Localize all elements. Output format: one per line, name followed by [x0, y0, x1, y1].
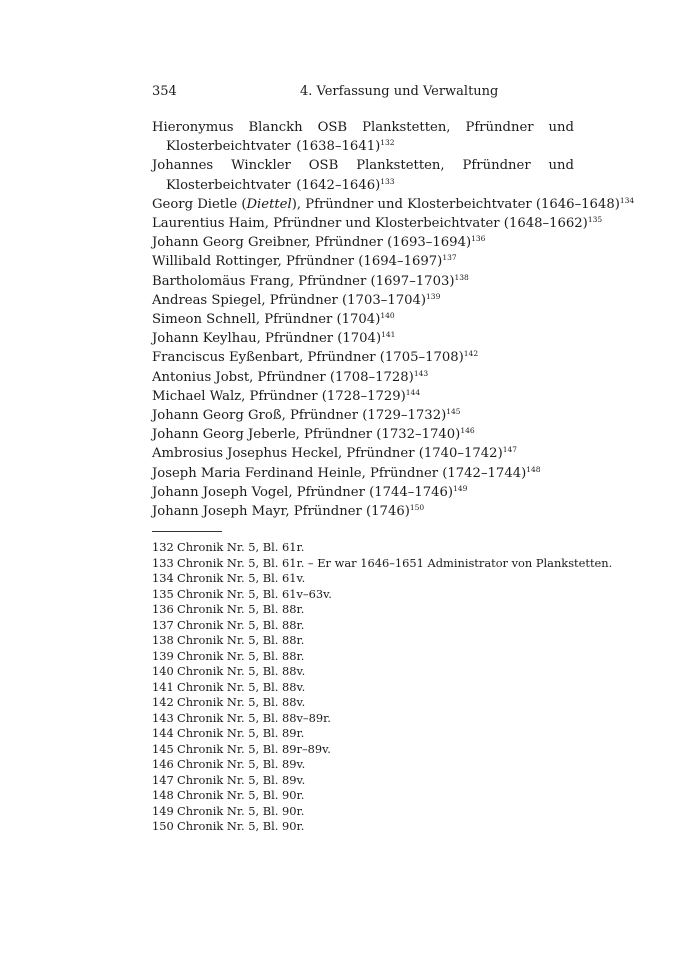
list-entry	[152, 272, 574, 291]
footnote-text: Chronik Nr. 5, Bl. 90r.	[177, 803, 305, 818]
footnote	[152, 633, 574, 649]
footnote-number: 142	[152, 695, 174, 710]
footnote-number: 144	[152, 726, 174, 741]
footnote-number: 134	[152, 571, 174, 586]
footnote-number: 138	[152, 633, 174, 648]
book-page	[152, 84, 635, 835]
list-entry	[152, 252, 574, 271]
footnote-reference: 132	[380, 138, 395, 148]
footnote-text: Chronik Nr. 5, Bl. 88r.	[177, 633, 305, 648]
footnote-number: 145	[152, 741, 174, 756]
entry-text: Antonius Jobst, Pfründner (1708–1728)	[152, 369, 414, 385]
footnote-number: 143	[152, 710, 174, 725]
footnote-reference: 149	[453, 483, 468, 493]
footnote-reference: 150	[409, 503, 425, 513]
footnote-reference: 136	[471, 234, 486, 244]
footnote-reference: 138	[454, 272, 469, 282]
entry-text: Johann Keylhau, Pfründner (1704)	[152, 331, 382, 347]
footnote-number: 140	[152, 664, 174, 679]
entry-text: Bartholomäus Frang, Pfründner (1697–1703)	[152, 273, 455, 289]
footnote-number: 136	[152, 602, 174, 617]
footnote-reference: 140	[380, 311, 395, 321]
list-entry	[152, 233, 574, 252]
footnote-text: Chronik Nr. 5, Bl. 89v.	[177, 772, 306, 787]
footnote-text: Chronik Nr. 5, Bl. 88v.	[177, 679, 306, 694]
entry-text: Laurentius Haim, Pfründner und Klosterbeichtvater (1648–1662)	[152, 216, 588, 232]
footnote-text: Chronik Nr. 5, Bl. 90r.	[177, 788, 305, 803]
list-entry	[152, 406, 574, 425]
footnote-list	[152, 540, 613, 835]
entry-text: Georg Dietle (	[152, 196, 247, 212]
footnote	[152, 695, 574, 711]
footnote-number: 148	[152, 788, 174, 803]
list-entry	[152, 502, 574, 521]
running-head	[152, 84, 574, 106]
footnote-text: Chronik Nr. 5, Bl. 61v.	[177, 571, 306, 586]
footnote-number: 133	[152, 555, 174, 570]
footnote	[152, 788, 574, 804]
entry-text: Ambrosius Josephus Heckel, Pfründner (1740–1742)	[152, 446, 503, 462]
footnote-text: Chronik Nr. 5, Bl. 89v.	[177, 757, 306, 772]
footnote-text: Chronik Nr. 5, Bl. 61r. – Er war 1646–1651 Administrator von Plankstetten.	[177, 555, 613, 570]
list-entry	[152, 291, 574, 310]
list-entry	[152, 464, 574, 483]
footnote-text: Chronik Nr. 5, Bl. 88v.	[177, 695, 306, 710]
list-entry	[152, 329, 574, 348]
footnote-number: 135	[152, 586, 174, 601]
entry-text: Michael Walz, Pfründner (1728–1729)	[152, 388, 406, 404]
footnote	[152, 819, 574, 835]
footnote	[152, 540, 574, 556]
entry-text: Johann Joseph Vogel, Pfründner (1744–1746)	[152, 484, 454, 500]
entry-text: Johann Georg Greibner, Pfründner (1693–1694)	[152, 235, 472, 251]
footnote	[152, 555, 613, 572]
footnote-reference: 145	[446, 407, 461, 417]
entry-text: Johann Joseph Mayr, Pfründner (1746)	[152, 504, 410, 520]
footnote-number: 149	[152, 803, 174, 818]
footnote-reference: 137	[442, 253, 457, 263]
list-entry	[152, 214, 603, 233]
footnote-reference: 148	[526, 464, 541, 474]
footnote	[152, 680, 574, 696]
footnote-divider	[152, 531, 222, 532]
page-number: 354	[152, 84, 177, 99]
footnote-reference: 135	[587, 215, 603, 225]
list-entry	[152, 310, 574, 329]
footnote-text: Chronik Nr. 5, Bl. 61v–63v.	[177, 586, 332, 601]
footnote-reference: 139	[426, 291, 441, 301]
footnote-reference: 141	[381, 330, 396, 340]
footnote-text: Chronik Nr. 5, Bl. 89r–89v.	[177, 741, 331, 756]
entry-list	[152, 118, 635, 521]
entry-text-cont: ), Pfründner und Klosterbeichtvater (1646–1648)	[291, 196, 620, 212]
footnote-text: Chronik Nr. 5, Bl. 88v.	[177, 664, 306, 679]
footnote-number: 132	[152, 540, 174, 555]
entry-text: Joseph Maria Ferdinand Heinle, Pfründner (1742–1744)	[152, 465, 527, 481]
footnote-reference: 147	[502, 445, 518, 455]
list-entry	[152, 425, 574, 444]
entry-text: Willibald Rottinger, Pfründner (1694–1697)	[152, 254, 443, 270]
running-title: 4. Verfassung und Verwaltung	[300, 84, 499, 99]
footnote	[152, 742, 574, 758]
footnote-number: 139	[152, 648, 174, 663]
entry-text: Johann Georg Jeberle, Pfründner (1732–1740)	[152, 427, 461, 443]
list-entry	[152, 195, 635, 214]
footnote	[152, 649, 574, 665]
entry-text: Johannes Winckler OSB Plankstetten, Pfründner und Klosterbeichtvater (1642–1646)	[152, 158, 574, 193]
list-entry	[152, 483, 574, 502]
entry-italic: Diettel	[246, 196, 292, 212]
footnote	[152, 726, 574, 742]
footnote-reference: 134	[619, 195, 635, 205]
footnote-text: Chronik Nr. 5, Bl. 61r.	[177, 540, 305, 555]
footnote-number: 150	[152, 819, 174, 834]
list-entry	[152, 348, 574, 367]
entry-text: Franciscus Eyßenbart, Pfründner (1705–1708)	[152, 350, 464, 366]
list-entry	[152, 368, 574, 387]
footnote	[152, 664, 574, 680]
footnote	[152, 602, 574, 618]
list-entry	[152, 118, 574, 156]
entry-text: Simeon Schnell, Pfründner (1704)	[152, 312, 381, 328]
entry-text: Hieronymus Blanckh OSB Plankstetten, Pfründner und Klosterbeichtvater (1638–1641)	[152, 120, 574, 155]
list-entry	[152, 156, 574, 194]
footnote-reference: 133	[380, 176, 395, 186]
footnote	[152, 571, 574, 587]
list-entry	[152, 444, 574, 463]
footnote	[152, 711, 574, 727]
list-entry	[152, 387, 574, 406]
footnote	[152, 587, 574, 603]
footnote-number: 146	[152, 757, 174, 772]
footnote-reference: 144	[405, 387, 421, 397]
footnote	[152, 804, 574, 820]
footnote	[152, 757, 574, 773]
footnote-text: Chronik Nr. 5, Bl. 88r.	[177, 617, 305, 632]
footnote-text: Chronik Nr. 5, Bl. 88v–89r.	[177, 710, 331, 725]
footnote-reference: 142	[463, 349, 479, 359]
footnote	[152, 773, 574, 789]
footnote-number: 137	[152, 617, 174, 632]
footnote-number: 147	[152, 772, 174, 787]
footnote-text: Chronik Nr. 5, Bl. 88r.	[177, 602, 305, 617]
entry-text: Johann Georg Groß, Pfründner (1729–1732)	[152, 408, 447, 424]
entry-text: Andreas Spiegel, Pfründner (1703–1704)	[152, 292, 427, 308]
footnote-number: 141	[152, 679, 174, 694]
footnote-reference: 146	[460, 426, 475, 436]
footnote-reference: 143	[413, 368, 429, 378]
footnote-text: Chronik Nr. 5, Bl. 88r.	[177, 648, 305, 663]
footnote	[152, 618, 574, 634]
footnote-text: Chronik Nr. 5, Bl. 89r.	[177, 726, 305, 741]
footnote-text: Chronik Nr. 5, Bl. 90r.	[177, 819, 305, 834]
